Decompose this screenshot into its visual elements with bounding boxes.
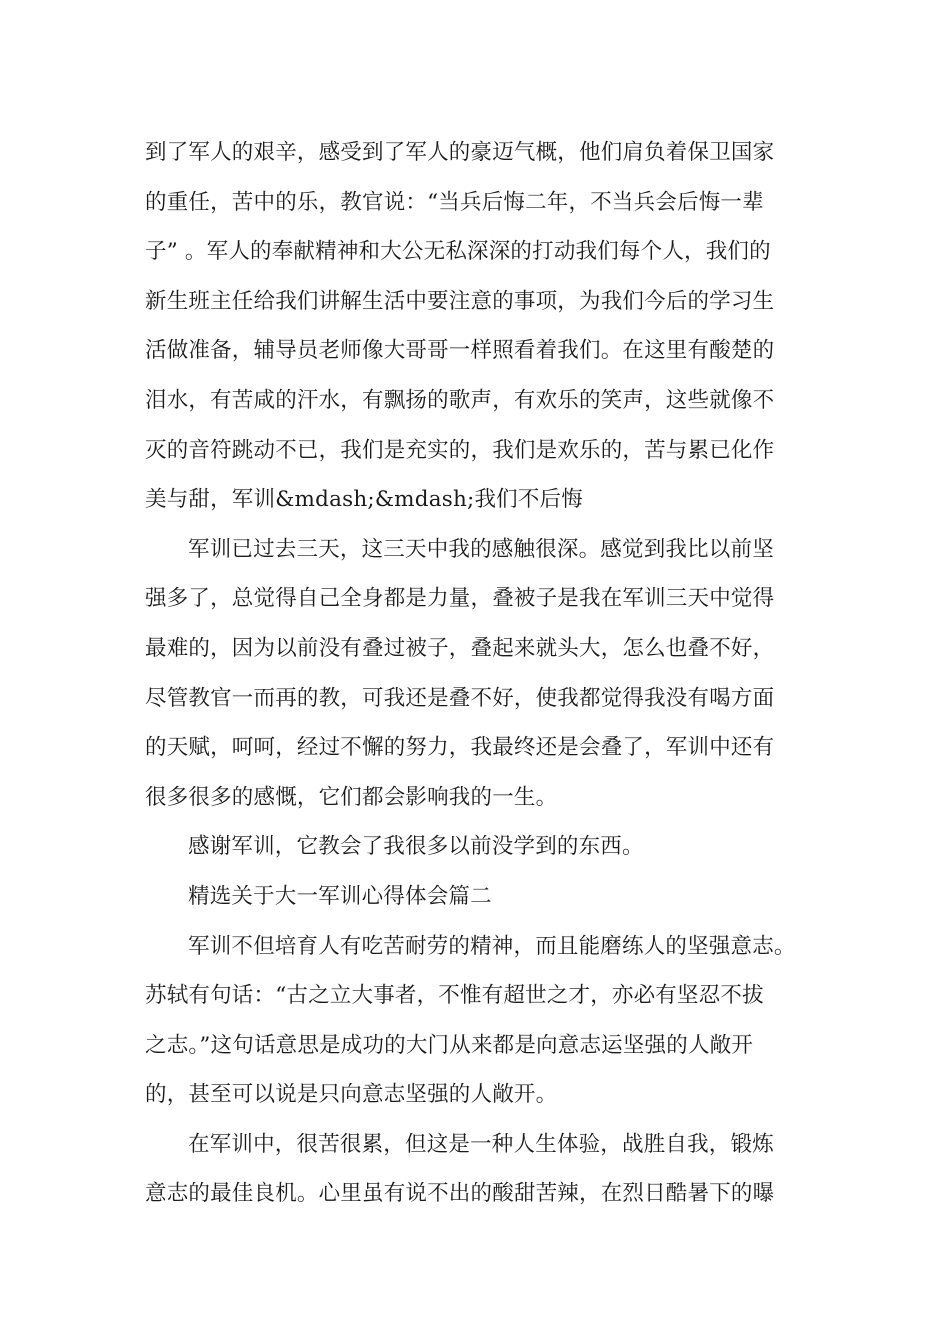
text-line: 强多了，总觉得自己全身都是力量，叠被子是我在军训三天中觉得 bbox=[145, 586, 775, 612]
text-line: 活做准备，辅导员老师像大哥哥一样照看着我们。在这里有酸楚的 bbox=[145, 338, 775, 364]
text-line: 尽管教官一而再的教，可我还是叠不好，使我都觉得我没有喝方面 bbox=[145, 685, 775, 711]
text-line: 的，甚至可以说是只向意志坚强的人敞开。 bbox=[145, 1082, 558, 1108]
paragraph-first-line: 在军训中，很苦很累，但这是一种人生体验，战胜自我，锻炼 bbox=[188, 1131, 774, 1157]
text-line: 到了军人的艰辛，感受到了军人的豪迈气概，他们肩负着保卫国家 bbox=[145, 140, 775, 165]
text-line: 意志的最佳良机。心里虽有说不出的酸甜苦辣，在烈日酷暑下的曝 bbox=[145, 1181, 775, 1207]
document-body bbox=[145, 128, 815, 1219]
text-line: 的重任，苦中的乐，教官说：“当兵后悔二年，不当兵会后悔一辈 bbox=[145, 189, 764, 215]
text-line: 新生班主任给我们讲解生活中要注意的事项，为我们今后的学习生 bbox=[145, 288, 775, 314]
text-line: 美与甜，军训&mdash;&mdash;我们不后悔 bbox=[145, 487, 583, 513]
text-line: 之志。”这句话意思是成功的大门从来都是向意志运坚强的人敞开 bbox=[145, 1032, 754, 1058]
paragraph-first-line: 军训已过去三天，这三天中我的感触很深。感觉到我比以前坚 bbox=[188, 536, 774, 562]
text-line: 泪水，有苦咸的汗水，有飘扬的歌声，有欢乐的笑声，这些就像不 bbox=[145, 387, 775, 413]
section-heading: 精选关于大一军训心得体会篇二 bbox=[188, 883, 492, 909]
paragraph-first-line: 感谢军训，它教会了我很多以前没学到的东西。 bbox=[188, 834, 644, 860]
text-line: 的天赋，呵呵，经过不懈的努力，我最终还是会叠了，军训中还有 bbox=[145, 735, 775, 761]
text-line: 灭的音符跳动不已，我们是充实的，我们是欢乐的，苦与累已化作 bbox=[145, 437, 775, 463]
paragraph-first-line: 军训不但培育人有吃苦耐劳的精神，而且能磨练人的坚强意志。 bbox=[188, 933, 796, 959]
text-line: 最难的，因为以前没有叠过被子，叠起来就头大，怎么也叠不好， bbox=[145, 635, 775, 661]
text-line: 子” 。军人的奉献精神和大公无私深深的打动我们每个人，我们的 bbox=[145, 239, 771, 265]
text-line: 很多很多的感慨，它们都会影响我的一生。 bbox=[145, 784, 558, 810]
text-line: 苏轼有句话：“古之立大事者，不惟有超世之才，亦必有坚忍不拔 bbox=[145, 983, 764, 1009]
